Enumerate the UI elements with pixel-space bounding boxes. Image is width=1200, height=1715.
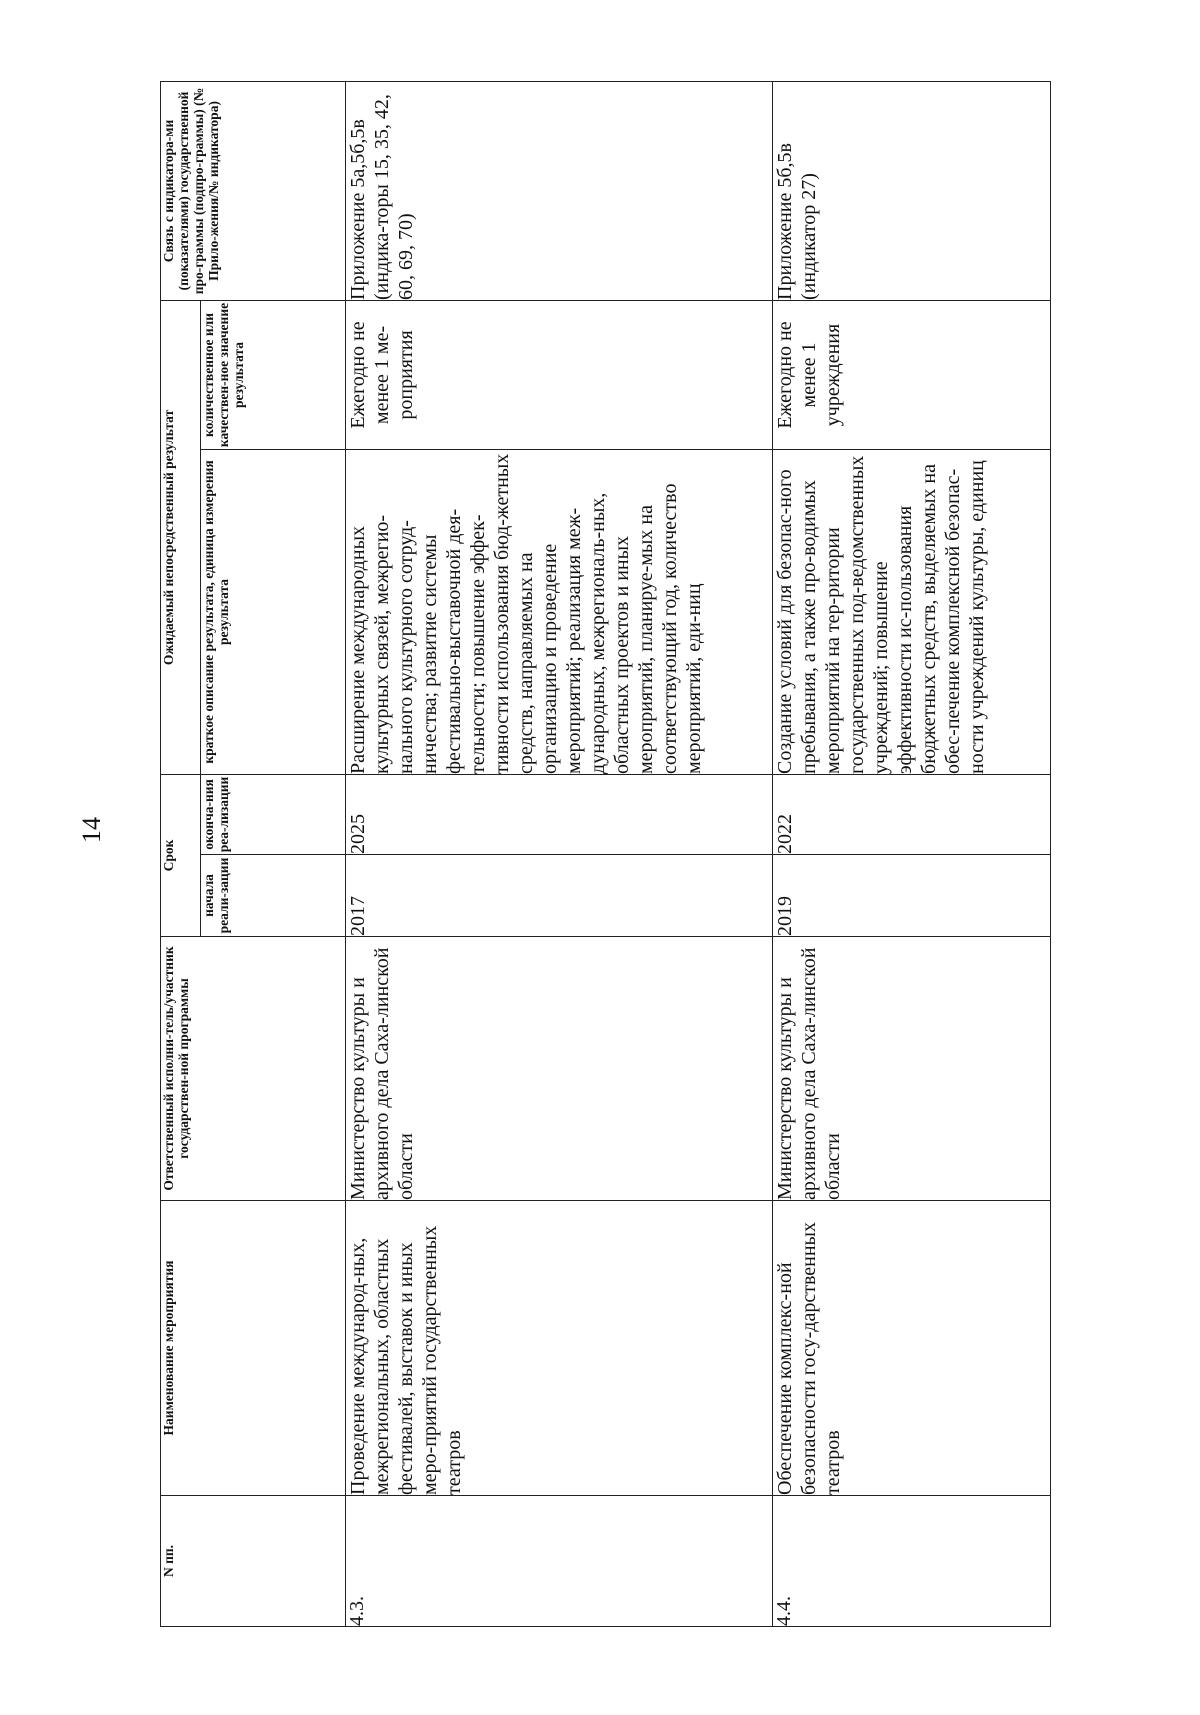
table-row <box>773 81 1051 1626</box>
header-num: N пп. <box>161 1496 346 1627</box>
header-expected-desc: краткое описание результата, единица измерения результата <box>201 449 346 774</box>
row-value: Ежегодно не менее 1 ме-роприятия <box>346 300 773 449</box>
row-name: Проведение международ-ных, межрегиональных, областных фестивалей, выставок и иных меро-приятий государственных театров <box>346 1201 773 1496</box>
measures-table <box>160 81 1051 1627</box>
row-desc: Создание условий для безопас-ного пребывания, а также про-водимых мероприятий на тер-ритории государственных под-ведомственных учреждений; повышение эффективности ис-пользования бюджетных средств, выделяемых на обес-печение комплексной безопас-ности учреждений культуры, единиц <box>773 449 1051 774</box>
rotated-table-wrapper <box>160 82 1050 1627</box>
row-responsible: Министерство культуры и архивного дела Саха-линской области <box>773 937 1051 1201</box>
row-end: 2025 <box>346 774 773 854</box>
row-num: 4.4. <box>773 1496 1051 1627</box>
header-term: Срок <box>161 774 201 936</box>
header-term-start: начала реали-зации <box>201 855 346 937</box>
header-expected-value: количественное или качествен-ное значение результата <box>201 300 346 449</box>
row-link: Приложение 5а,5б,5в (индика-торы 15, 35, 42, 60, 69, 70) <box>346 81 773 300</box>
row-name: Обеспечение комплекс-ной безопасности госу-дарственных театров <box>773 1201 1051 1496</box>
row-responsible: Министерство культуры и архивного дела Саха-линской области <box>346 937 773 1201</box>
header-responsible: Ответственный исполни-тель/участник государствен-ной программы <box>161 937 346 1201</box>
row-value: Ежегодно не менее 1 учреждения <box>773 300 1051 449</box>
header-term-end: оконча-ния реа-лизации <box>201 774 346 854</box>
row-end: 2022 <box>773 774 1051 854</box>
page-number: 14 <box>77 817 106 843</box>
table-row <box>346 81 773 1626</box>
header-name: Наименование мероприятия <box>161 1201 346 1496</box>
header-link: Связь с индикатора-ми (показателями) государственной про-граммы (подпро-граммы) (№ Прило-жения/№ индикатора) <box>161 81 346 300</box>
row-start: 2017 <box>346 855 773 937</box>
row-num: 4.3. <box>346 1496 773 1627</box>
header-row-1 <box>161 81 201 1626</box>
row-link: Приложение 5б,5в (индикатор 27) <box>773 81 1051 300</box>
row-start: 2019 <box>773 855 1051 937</box>
header-expected: Ожидаемый непосредственный результат <box>161 300 201 774</box>
row-desc: Расширение международных культурных связей, межрегио-нального культурного сотруд-ничества; развитие системы фестивально-выставочной дея-тельности; повышение эффек-тивности использования бюд-жетных средств, направляемых на организацию и проведение мероприятий; реализация меж-дународных, межрегиональ-ных, областных проектов и иных мероприятий, планируе-мых на соответствующий год, количество мероприятий, еди-ниц <box>346 449 773 774</box>
